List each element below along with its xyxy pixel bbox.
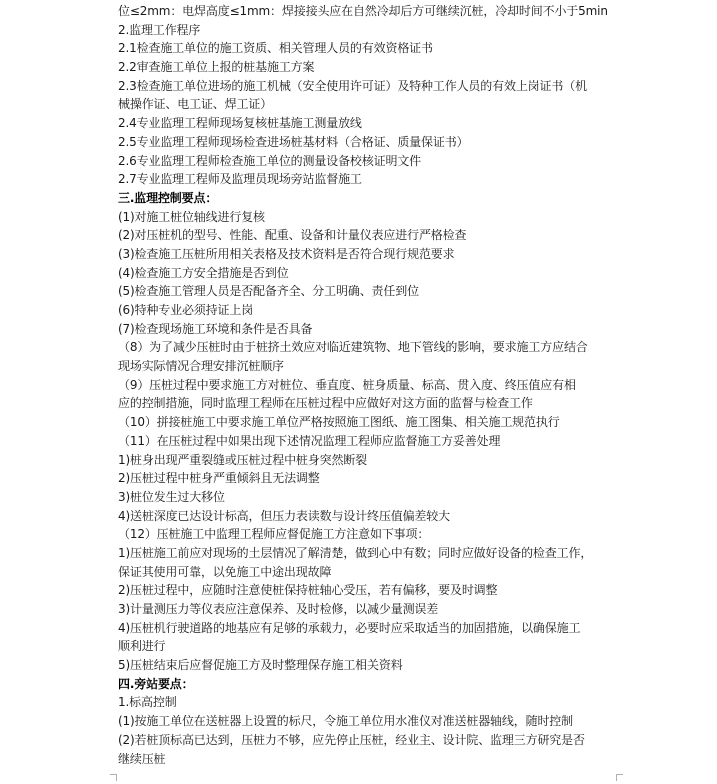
text-line: (4)检查施工方安全措施是否到位 (118, 265, 289, 280)
text-line: 3)计量测压力等仪表应注意保养、及时检修，以减少量测误差 (118, 602, 439, 616)
text-line: (2)对压桩机的型号、性能、配重、设备和计量仪表应进行严格检查 (118, 228, 467, 243)
text-line: 4)压桩机行驶道路的地基应有足够的承载力，必要时应采取适当的加固措施，以确保施工 (118, 620, 581, 635)
text-line: 2.5专业监理工程师现场检查进场桩基材料（合格证、质量保证书） (118, 134, 469, 149)
text-line: （9）压桩过程中要求施工方对桩位、垂直度、桩身质量、标高、贯入度、终压值应有相 (118, 377, 576, 392)
text-line: 顺利进行 (118, 639, 166, 654)
text-line: 2)压桩过程中，应随时注意使桩保持桩轴心受压，若有偏移，要及时调整 (118, 583, 498, 598)
text-line: 2.1检查施工单位的施工资质、相关管理人员的有效资格证书 (118, 41, 433, 56)
text-line: （8）为了减少压桩时由于桩挤土效应对临近建筑物、地下管线的影响，要求施工方应结合 (118, 340, 588, 355)
text-line: (2)若桩顶标高已达到，压桩力不够，应先停止压桩，经业主、设计院、监理三方研究是否 (118, 732, 585, 747)
text-line: 位≤2mm：电焊高度≤1mm：焊接接头应在自然冷却后方可继续沉桩，冷却时间不小于5min (118, 4, 608, 18)
text-line: 2.3检查施工单位进场的施工机械（安全使用许可证）及特种工作人员的有效上岗证书（机 (118, 78, 587, 93)
text-line: 5)压桩结束后应督促施工方及时整理保存施工相关资料 (118, 658, 403, 673)
page-corner-mark-left (110, 774, 117, 781)
text-line: 2.4专业监理工程师现场复核桩基施工测量放线 (118, 116, 362, 131)
text-line: (6)特种专业必须持证上岗 (118, 303, 254, 317)
text-line: 2.6专业监理工程师检查施工单位的测量设备校核证明文件 (118, 153, 422, 168)
page-corner-mark-right (616, 774, 623, 781)
text-line: 4)送桩深度已达设计标高，但压力表读数与设计终压值偏差较大 (118, 508, 450, 523)
text-line: 1)压桩施工前应对现场的土层情况了解清楚，做到心中有数；同时应做好设备的检查工作， (118, 545, 593, 560)
text-line: 2.监理工作程序 (118, 22, 201, 37)
text-line: 应的控制措施，同时监理工程师在压桩过程中应做好对这方面的监督与检查工作 (118, 396, 533, 411)
text-line: （11）在压桩过程中如果出现下述情况监理工程师应监督施工方妥善处理 (118, 433, 501, 448)
text-line: 保证其使用可靠，以免施工中途出现故障 (118, 564, 332, 579)
text-line: 继续压桩 (118, 751, 166, 766)
text-line: (7)检查现场施工环境和条件是否具备 (118, 321, 313, 336)
text-line: （10）拼接桩施工中要求施工单位严格按照施工图纸、施工图集、相关施工规范执行 (118, 415, 560, 430)
text-line: （12）压桩施工中监理工程师应督促施工方注意如下事项： (118, 527, 430, 542)
section-heading: 三.监理控制要点： (118, 190, 218, 205)
text-line: 械操作证、电工证、焊工证） (118, 97, 273, 112)
text-line: 1.标高控制 (118, 695, 177, 710)
section-heading: 四.旁站要点： (118, 676, 194, 691)
text-line: 1)桩身出现严重裂缝或压桩过程中桩身突然断裂 (118, 452, 368, 467)
text-line: 2)压桩过程中桩身严重倾斜且无法调整 (118, 471, 320, 486)
text-line: 3)桩位发生过大移位 (118, 489, 225, 504)
text-line: (1)对施工桩位轴线进行复核 (118, 209, 265, 224)
text-line: 2.2审查施工单位上报的桩基施工方案 (118, 60, 315, 75)
text-line: 2.7专业监理工程师及监理员现场旁站监督施工 (118, 172, 362, 187)
text-line: (1)按施工单位在送桩器上设置的标尺，令施工单位用水准仪对准送桩器轴线，随时控制 (118, 714, 574, 729)
document-body (118, 2, 618, 768)
text-line: (3)检查施工压桩所用相关表格及技术资料是否符合现行规范要求 (118, 246, 455, 261)
text-line: (5)检查施工管理人员是否配备齐全、分工明确、责任到位 (118, 284, 419, 299)
text-line: 现场实际情况合理安排沉桩顺序 (118, 359, 284, 374)
